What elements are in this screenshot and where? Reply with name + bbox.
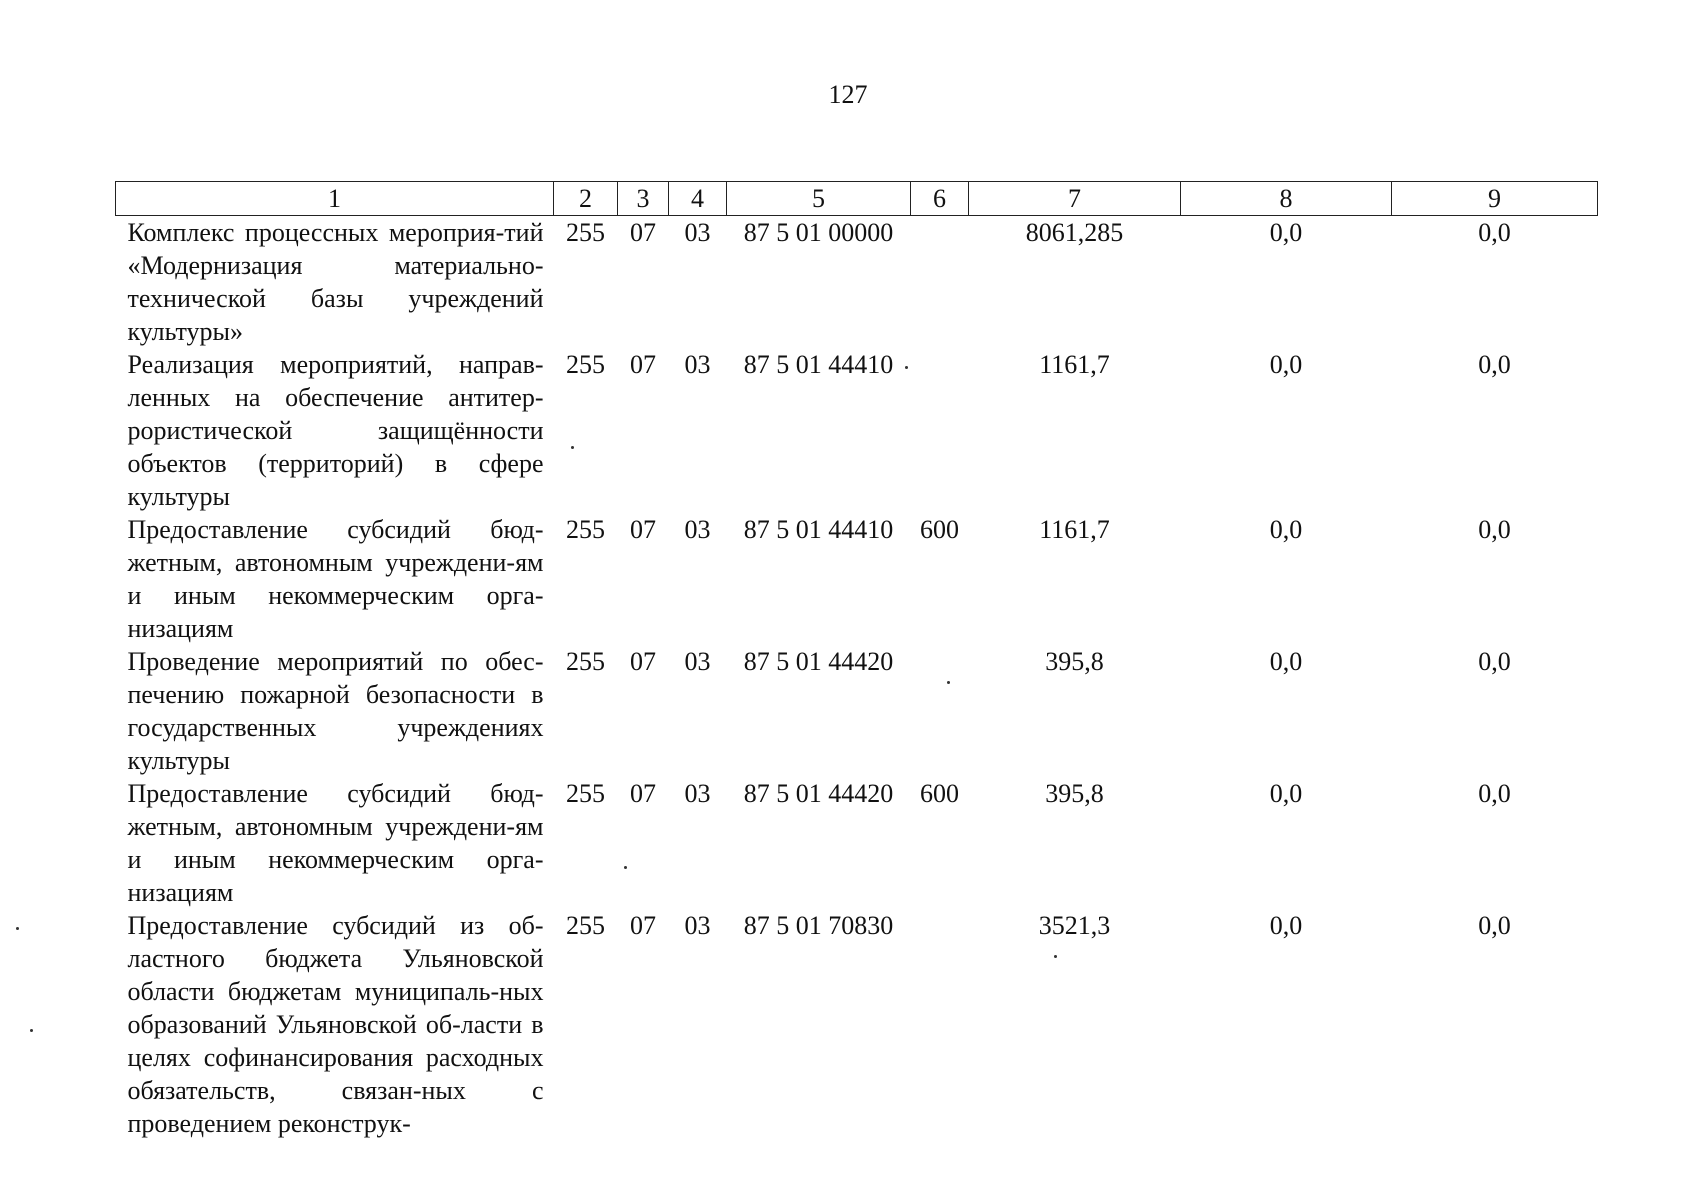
table-row — [116, 777, 1598, 909]
row-code-6 — [911, 216, 969, 349]
row-amount-7: 395,8 — [1045, 779, 1104, 808]
row-code-6: 600 — [920, 515, 959, 544]
row-code-3: 07 — [630, 350, 656, 379]
column-header-2: 2 — [554, 182, 618, 216]
row-amount-8: 0,0 — [1269, 779, 1303, 808]
row-code-5: 87 5 01 44410 — [743, 515, 894, 544]
scan-speck — [624, 866, 627, 869]
row-code-4: 03 — [684, 779, 711, 808]
row-code-6 — [911, 348, 969, 513]
row-description: Предоставление субсидий из об-ластного бюджета Ульяновской области бюджетам муниципаль-ных образований Ульяновской об-ласти в целях софинансирования расходных обязательств, связан-ных с проведением реконструк- — [127, 911, 544, 1138]
scan-speck — [571, 446, 574, 449]
row-code-6: 600 — [920, 779, 959, 808]
row-amount-8: 0,0 — [1269, 911, 1303, 940]
row-code-2: 255 — [566, 515, 605, 544]
row-code-6 — [911, 909, 969, 1140]
row-code-3: 07 — [630, 218, 656, 247]
column-number-header-row — [116, 182, 1598, 216]
table-row — [116, 348, 1598, 513]
row-code-3: 07 — [630, 911, 656, 940]
column-header-3: 3 — [618, 182, 669, 216]
row-code-2: 255 — [566, 911, 605, 940]
row-code-5: 87 5 01 70830 — [743, 911, 894, 940]
table-row — [116, 216, 1598, 349]
table-row — [116, 513, 1598, 645]
row-amount-9: 0,0 — [1478, 515, 1511, 544]
row-amount-8: 0,0 — [1269, 350, 1303, 379]
table-row — [116, 645, 1598, 777]
row-code-3: 07 — [630, 515, 656, 544]
table-row — [116, 909, 1598, 1140]
column-header-1: 1 — [116, 182, 554, 216]
row-amount-8: 0,0 — [1269, 647, 1303, 676]
row-description: Комплекс процессных мероприя-тий «Модернизация материально-технической базы учреждений культуры» — [127, 218, 544, 346]
row-code-4: 03 — [684, 911, 711, 940]
column-header-8: 8 — [1181, 182, 1392, 216]
row-amount-8: 0,0 — [1269, 218, 1303, 247]
row-amount-7: 395,8 — [1045, 647, 1104, 676]
row-amount-7: 1161,7 — [1039, 350, 1110, 379]
row-amount-8: 0,0 — [1269, 515, 1303, 544]
row-description: Предоставление субсидий бюд-жетным, автономным учреждени-ям и иным некоммерческим орга-низациям — [127, 515, 544, 643]
row-description: Реализация мероприятий, направ-ленных на обеспечение антитер-рористической защищённости объектов (территорий) в сфере культуры — [127, 350, 544, 511]
row-amount-7: 8061,285 — [1025, 218, 1124, 247]
row-code-4: 03 — [684, 647, 711, 676]
scan-speck — [30, 1029, 33, 1032]
column-header-9: 9 — [1392, 182, 1598, 216]
row-amount-9: 0,0 — [1478, 779, 1511, 808]
row-code-3: 07 — [630, 779, 656, 808]
row-amount-9: 0,0 — [1478, 647, 1511, 676]
row-amount-9: 0,0 — [1478, 911, 1511, 940]
column-header-7: 7 — [969, 182, 1181, 216]
row-code-2: 255 — [566, 218, 605, 247]
budget-table — [115, 181, 1598, 1140]
row-code-4: 03 — [684, 218, 711, 247]
page-number: 127 — [828, 80, 868, 109]
row-description: Проведение мероприятий по обес-печению пожарной безопасности в государственных учреждениях культуры — [127, 647, 544, 775]
row-code-5: 87 5 01 44420 — [743, 779, 894, 808]
column-header-5: 5 — [727, 182, 911, 216]
row-code-3: 07 — [630, 647, 656, 676]
row-code-5: 87 5 01 44420 — [743, 647, 894, 676]
scan-speck — [947, 681, 950, 684]
row-code-2: 255 — [566, 647, 605, 676]
row-code-4: 03 — [684, 350, 711, 379]
row-amount-9: 0,0 — [1478, 350, 1511, 379]
row-code-2: 255 — [566, 350, 605, 379]
scan-speck — [16, 927, 19, 930]
row-code-4: 03 — [684, 515, 711, 544]
column-header-6: 6 — [911, 182, 969, 216]
row-amount-7: 1161,7 — [1039, 515, 1110, 544]
scan-speck — [1054, 955, 1057, 958]
row-code-5: 87 5 01 00000 — [743, 218, 894, 247]
row-code-6 — [911, 645, 969, 777]
row-code-2: 255 — [566, 779, 605, 808]
scan-speck — [905, 366, 908, 369]
row-code-5: 87 5 01 44410 — [743, 350, 894, 379]
row-amount-7: 3521,3 — [1038, 911, 1111, 940]
row-amount-9: 0,0 — [1478, 218, 1511, 247]
row-description: Предоставление субсидий бюд-жетным, автономным учреждени-ям и иным некоммерческим орга-низациям — [127, 779, 544, 907]
column-header-4: 4 — [669, 182, 727, 216]
